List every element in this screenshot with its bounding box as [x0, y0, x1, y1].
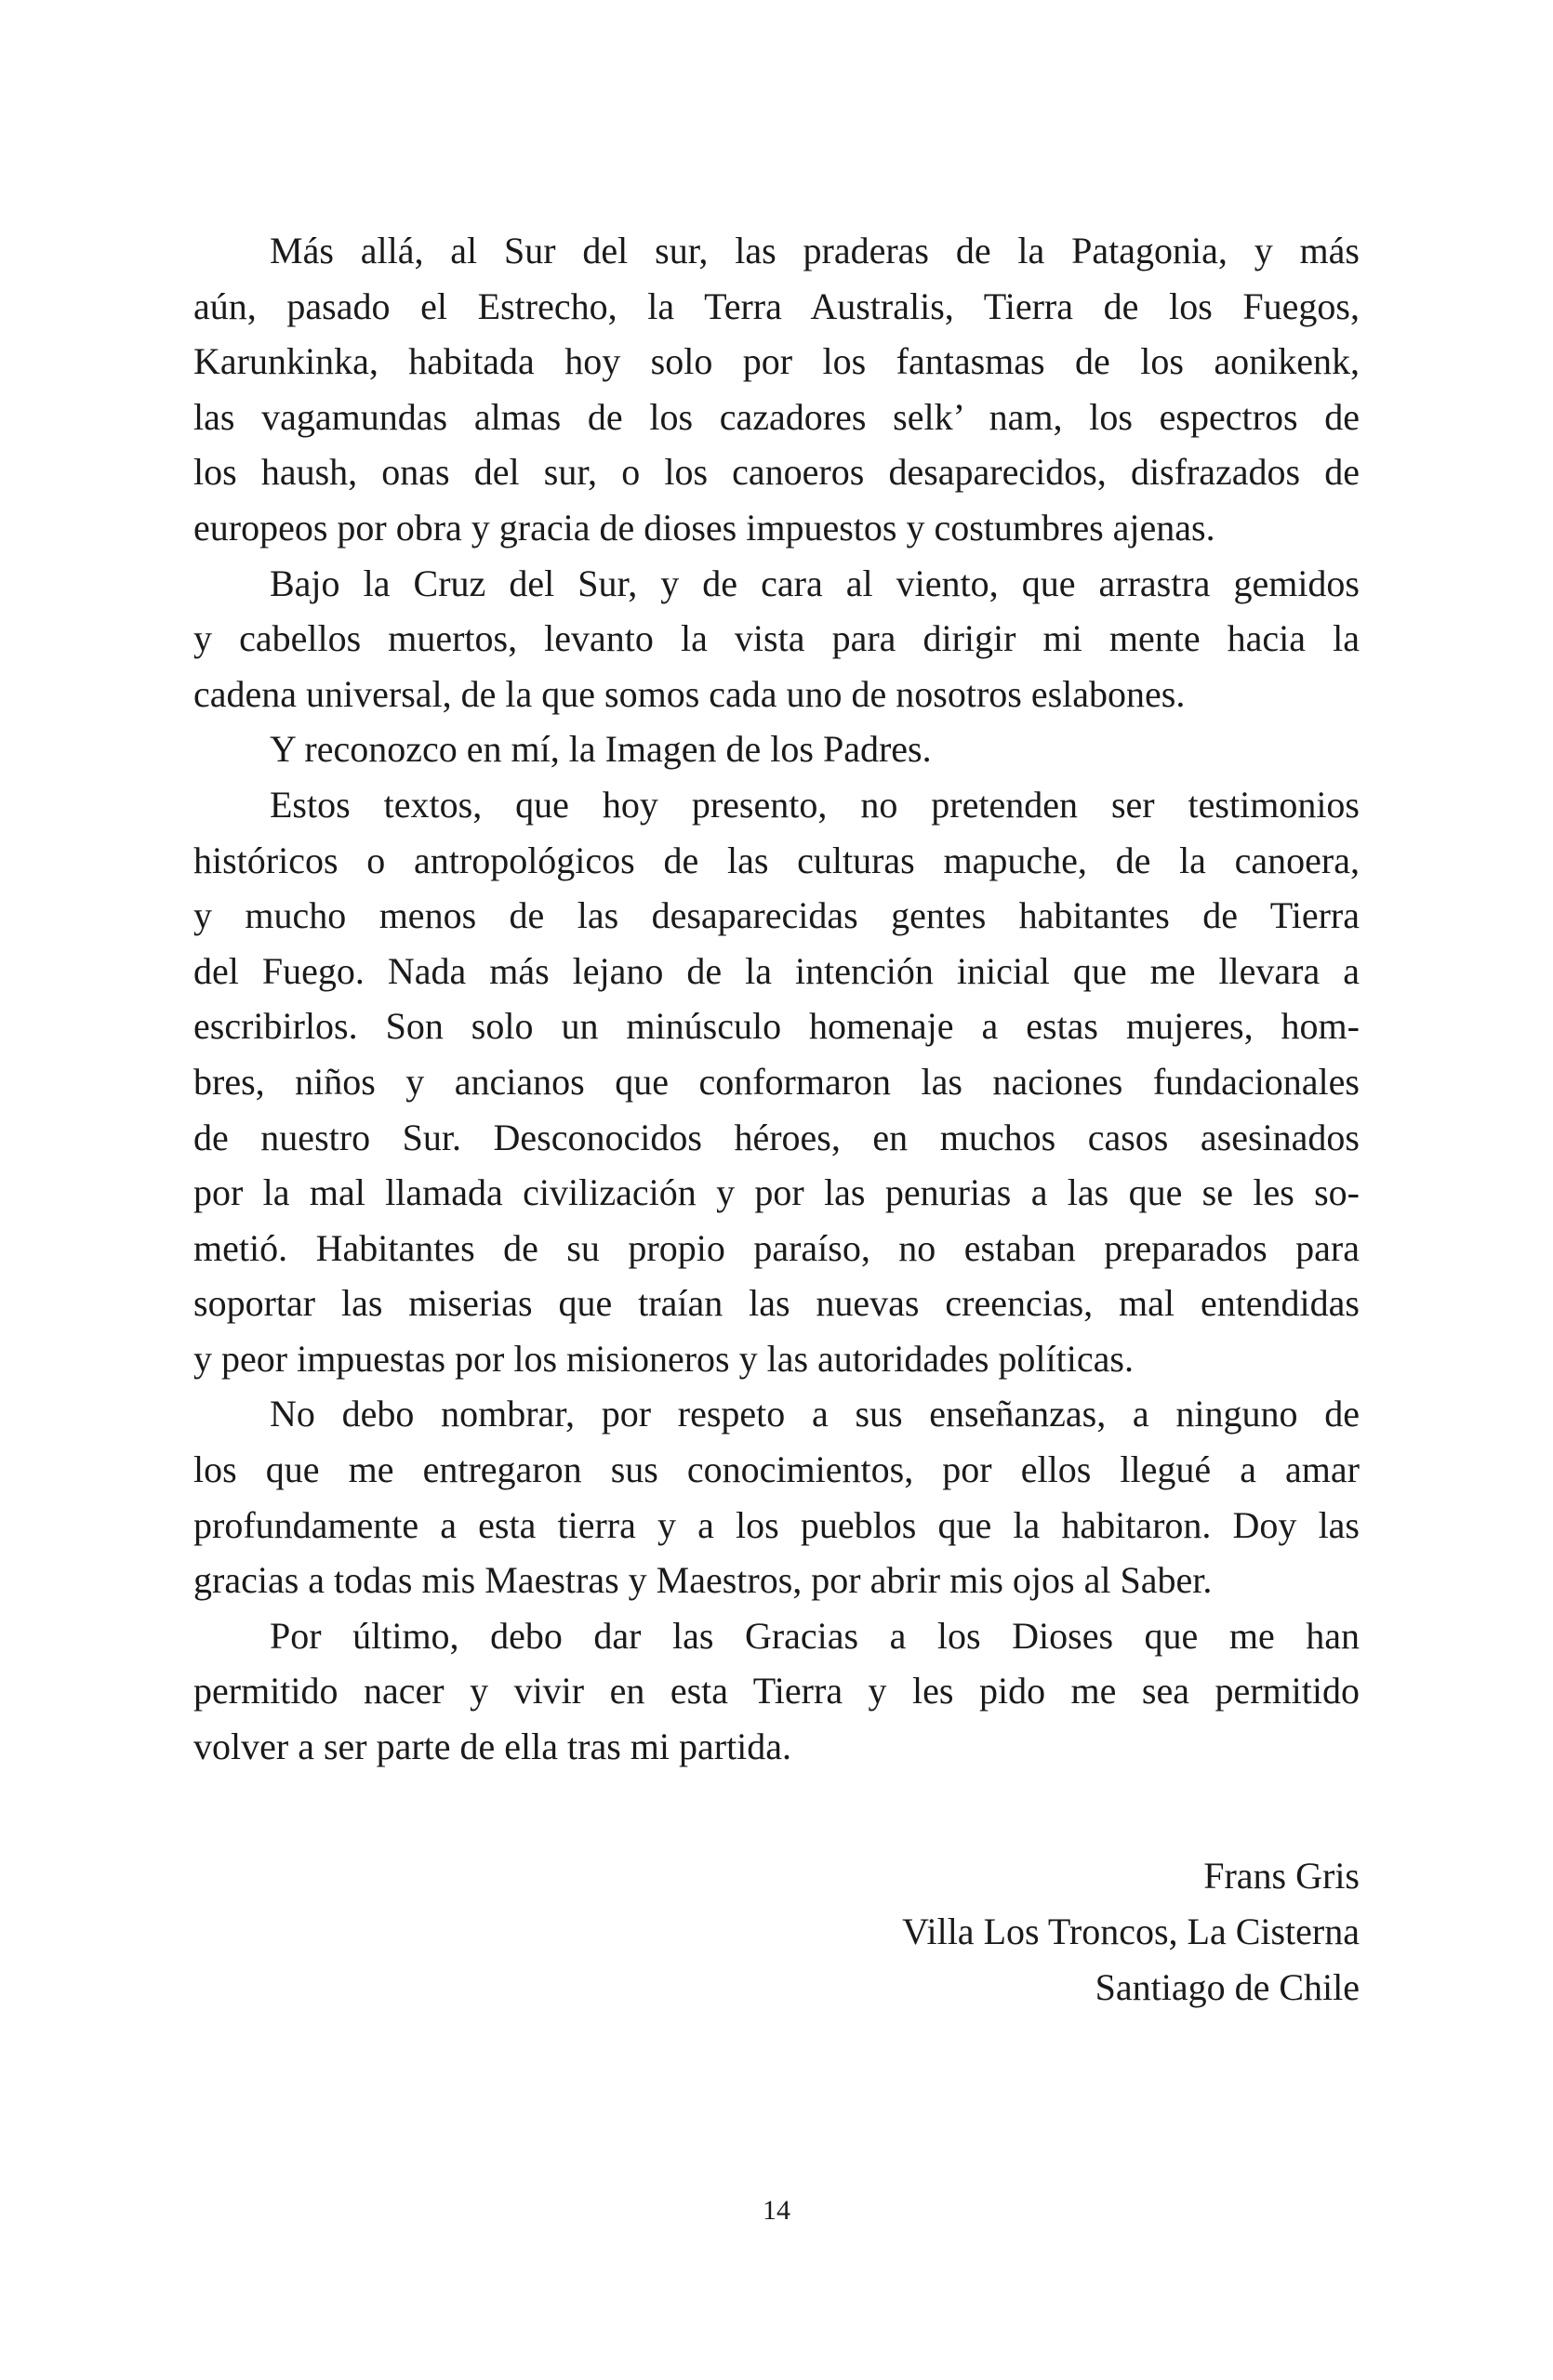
paragraph-line: y mucho menos de las desaparecidas gentes habitantes de Tierra	[193, 894, 1360, 937]
paragraph-line: Bajo la Cruz del Sur, y de cara al viento, que arrastra gemidos	[270, 562, 1360, 604]
paragraph-line: Y reconozco en mí, la Imagen de los Padres.	[270, 728, 932, 771]
paragraph-line: Más allá, al Sur del sur, las praderas de la Patagonia, y más	[270, 230, 1360, 271]
paragraph-line: y peor impuestas por los misioneros y las autoridades políticas.	[193, 1337, 1134, 1380]
paragraph-line: del Fuego. Nada más lejano de la intención inicial que me llevara a	[193, 949, 1360, 992]
paragraph-line: los que me entregaron sus conocimientos, por ellos llegué a amar	[193, 1448, 1360, 1491]
author-name: Frans Gris	[1203, 1855, 1360, 1897]
paragraph-line: cadena universal, de la que somos cada uno de nosotros eslabones.	[193, 672, 1186, 715]
signature-city: Santiago de Chile	[1095, 1966, 1360, 2008]
paragraph-line: gracias a todas mis Maestras y Maestros, por abrir mis ojos al Saber.	[193, 1559, 1213, 1602]
body-text	[193, 223, 1360, 1775]
paragraph-line: europeos por obra y gracia de dioses impuestos y costumbres ajenas.	[193, 506, 1215, 549]
paragraph-line: por la mal llamada civilización y por las penurias a las que se les so-	[193, 1171, 1360, 1214]
paragraph-line: Estos textos, que hoy presento, no pretenden ser testimonios	[270, 783, 1360, 826]
paragraph-line: bres, niños y ancianos que conformaron las naciones fundacionales	[193, 1060, 1360, 1103]
paragraph-line: volver a ser parte de ella tras mi partida.	[193, 1726, 792, 1768]
paragraph-line: permitido nacer y vivir en esta Tierra y les pido me sea permitido	[193, 1670, 1360, 1712]
paragraph-line: soportar las miserias que traían las nuevas creencias, mal entendidas	[193, 1282, 1360, 1325]
paragraph-line: y cabellos muertos, levanto la vista para dirigir mi mente hacia la	[193, 617, 1360, 660]
paragraph-line: aún, pasado el Estrecho, la Terra Australis, Tierra de los Fuegos,	[193, 284, 1360, 327]
paragraph-line: metió. Habitantes de su propio paraíso, no estaban preparados para	[193, 1226, 1360, 1269]
paragraph-line: las vagamundas almas de los cazadores selk’ nam, los espectros de	[193, 395, 1360, 438]
signature-place: Villa Los Troncos, La Cisterna	[901, 1911, 1360, 1952]
paragraph-line: Karunkinka, habitada hoy solo por los fantasmas de los aonikenk,	[193, 340, 1360, 383]
paragraph-line: profundamente a esta tierra y a los pueblos que la habitaron. Doy las	[193, 1503, 1360, 1546]
paragraph-line: de nuestro Sur. Desconocidos héroes, en muchos casos asesinados	[193, 1116, 1360, 1158]
paragraph-line: No debo nombrar, por respeto a sus enseñanzas, a ninguno de	[270, 1393, 1360, 1435]
paragraph-line: Por último, debo dar las Gracias a los Dioses que me han	[270, 1614, 1360, 1657]
paragraph-line: los haush, onas del sur, o los canoeros desaparecidos, disfrazados de	[193, 451, 1360, 494]
text-lines	[193, 223, 1360, 1775]
signature-block	[193, 1848, 1360, 2016]
page-number: 14	[763, 2195, 790, 2226]
paragraph-line: históricos o antropológicos de las culturas mapuche, de la canoera,	[193, 839, 1360, 881]
paragraph-line: escribirlos. Son solo un minúsculo homenaje a estas mujeres, hom-	[193, 1005, 1360, 1048]
